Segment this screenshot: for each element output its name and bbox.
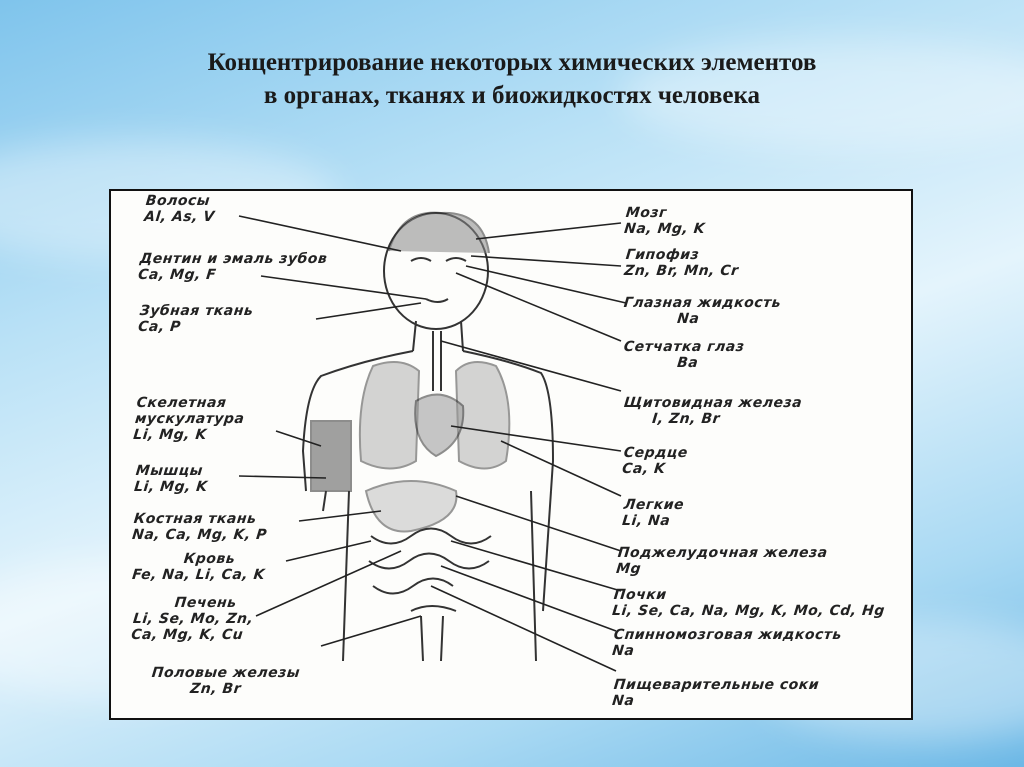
intestines bbox=[369, 529, 491, 594]
hair bbox=[389, 213, 489, 253]
label-thyroid: Щитовидная железа I, Zn, Br bbox=[623, 395, 804, 427]
title-line-2: в органах, тканях и биожидкостях человека bbox=[263, 82, 761, 109]
anatomy-figure bbox=[109, 189, 913, 720]
label-pituitary: Гипофиз Zn, Br, Mn, Cr bbox=[623, 247, 740, 279]
label-eye-fluid: Глазная жидкость Na bbox=[623, 295, 782, 327]
label-csf: Спинномозговая жидкость Na bbox=[611, 627, 843, 659]
label-pancreas: Поджелудочная железа Mg bbox=[615, 545, 829, 577]
label-muscles: Мышцы Li, Mg, K bbox=[133, 463, 209, 495]
stomach bbox=[366, 481, 456, 532]
trachea bbox=[433, 331, 441, 391]
eyes bbox=[411, 258, 466, 261]
label-brain: Мозг Na, Mg, K bbox=[623, 205, 706, 237]
left-lung bbox=[360, 362, 419, 469]
label-liver: Печень Li, Se, Mo, Zn, Ca, Mg, K, Cu bbox=[130, 595, 255, 643]
slide-title bbox=[0, 46, 1024, 112]
mouth bbox=[426, 299, 448, 302]
label-hair: Волосы Al, As, V bbox=[143, 193, 216, 225]
label-lungs: Легкие Li, Na bbox=[621, 497, 685, 529]
label-heart: Сердце Ca, K bbox=[621, 445, 689, 477]
label-retina: Сетчатка глаз Ba bbox=[623, 339, 746, 371]
label-gonads: Половые железы Zn, Br bbox=[151, 665, 301, 697]
label-skeletal-muscle: Скелетная мускулатура Li, Mg, K bbox=[132, 395, 246, 443]
label-digestive-juices: Пищеварительные соки Na bbox=[611, 677, 820, 709]
label-dental-tissue: Зубная ткань Ca, P bbox=[137, 303, 255, 335]
heart bbox=[415, 395, 463, 456]
pelvis bbox=[411, 606, 456, 661]
label-blood: Кровь Fe, Na, Li, Ca, K bbox=[131, 551, 266, 583]
label-dentin: Дентин и эмаль зубов Ca, Mg, F bbox=[137, 251, 329, 283]
label-bone: Костная ткань Na, Ca, Mg, K, P bbox=[131, 511, 268, 543]
title-line-1: Концентрирование некоторых химических элементов bbox=[207, 49, 817, 76]
arm-muscle bbox=[311, 421, 351, 491]
label-kidneys: Почки Li, Se, Ca, Na, Mg, K, Mo, Cd, Hg bbox=[611, 587, 886, 619]
